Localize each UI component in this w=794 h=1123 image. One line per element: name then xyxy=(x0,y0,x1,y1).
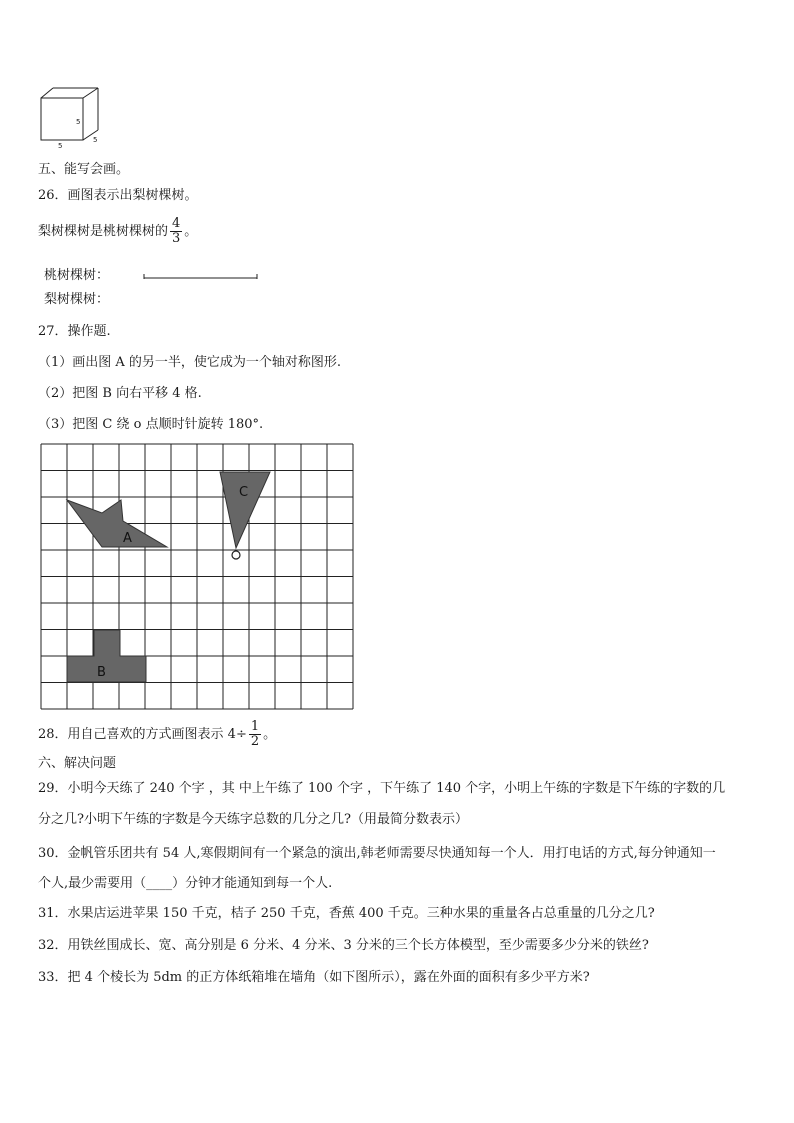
shape-c xyxy=(220,472,270,548)
cube-label-depth: 5 xyxy=(93,136,98,144)
q27-sub1: （1）画出图 A 的另一半，使它成为一个轴对称图形. xyxy=(38,355,342,370)
section6-title: 六、解决问题 xyxy=(38,756,117,771)
q26-fraction xyxy=(170,217,182,246)
q33-text: 33．把 4 个棱长为 5dm 的正方体纸箱堆在墙角（如下图所示），露在外面的面积有多少平方米? xyxy=(38,970,590,985)
q28-before: 28．用自己喜欢的方式画图表示 4÷ xyxy=(38,727,247,742)
q31-text: 31．水果店运进苹果 150 千克，桔子 250 千克，香蕉 400 千克。三种水果的重量各占总重量的几分之几? xyxy=(38,906,655,921)
q26-stem-after: 。 xyxy=(184,224,198,239)
q30-line1: 30．金帆管乐团共有 54 人,寒假期间有一个紧急的演出,韩老师需要尽快通知每一个人．用打电话的方式,每分钟通知一 xyxy=(38,846,716,861)
q28-after: 。 xyxy=(263,727,277,742)
peach-tree-bar xyxy=(143,272,259,282)
q26-title: 26．画图表示出梨树棵树。 xyxy=(38,188,198,203)
q28-frac-num: 1 xyxy=(250,719,260,734)
cube-label-front-right: 5 xyxy=(76,118,81,126)
q29-line1: 29．小明今天练了 240 个字 ，其 中上午练了 100 个字 ，下午练了 140 个字，小明上午练的字数是下午练的字数的几 xyxy=(38,781,726,796)
q26-row1-label: 桃树棵树： xyxy=(44,268,110,283)
q28-frac-den: 2 xyxy=(250,734,260,749)
rotation-point-o xyxy=(232,551,240,559)
q26-stem-before: 梨树棵树是桃树棵树的 xyxy=(38,224,169,239)
section5-title: 五、能写会画。 xyxy=(38,162,130,177)
shape-a-label: A xyxy=(123,531,132,546)
q28-fraction xyxy=(249,720,261,749)
shape-b xyxy=(67,630,146,682)
q29-line2: 分之几?小明下午练的字数是今天练字总数的几分之几?（用最简分数表示） xyxy=(38,812,468,827)
q32-text: 32．用铁丝围成长、宽、高分别是 6 分米、4 分米、3 分米的三个长方体模型，至少需要多少分米的铁丝? xyxy=(38,938,649,953)
q28-text xyxy=(38,716,276,754)
q26-frac-den: 3 xyxy=(172,231,181,246)
q30-line2: 个人,最少需要用（____）分钟才能通知到每一个人. xyxy=(38,876,333,891)
q26-frac-num: 4 xyxy=(172,216,181,231)
q26-stem xyxy=(38,212,197,252)
q27-sub3: （3）把图 C 绕 o 点顺时针旋转 180°. xyxy=(38,417,264,432)
shape-c-label: C xyxy=(239,485,249,500)
q27-sub2: （2）把图 B 向右平移 4 格. xyxy=(38,386,202,401)
cube-label-bottom: 5 xyxy=(58,142,63,150)
cube-figure xyxy=(38,86,108,150)
operation-grid xyxy=(38,440,356,712)
q26-row2-label: 梨树棵树： xyxy=(44,292,110,307)
shape-b-label: B xyxy=(97,665,106,680)
q27-title: 27．操作题. xyxy=(38,324,111,339)
